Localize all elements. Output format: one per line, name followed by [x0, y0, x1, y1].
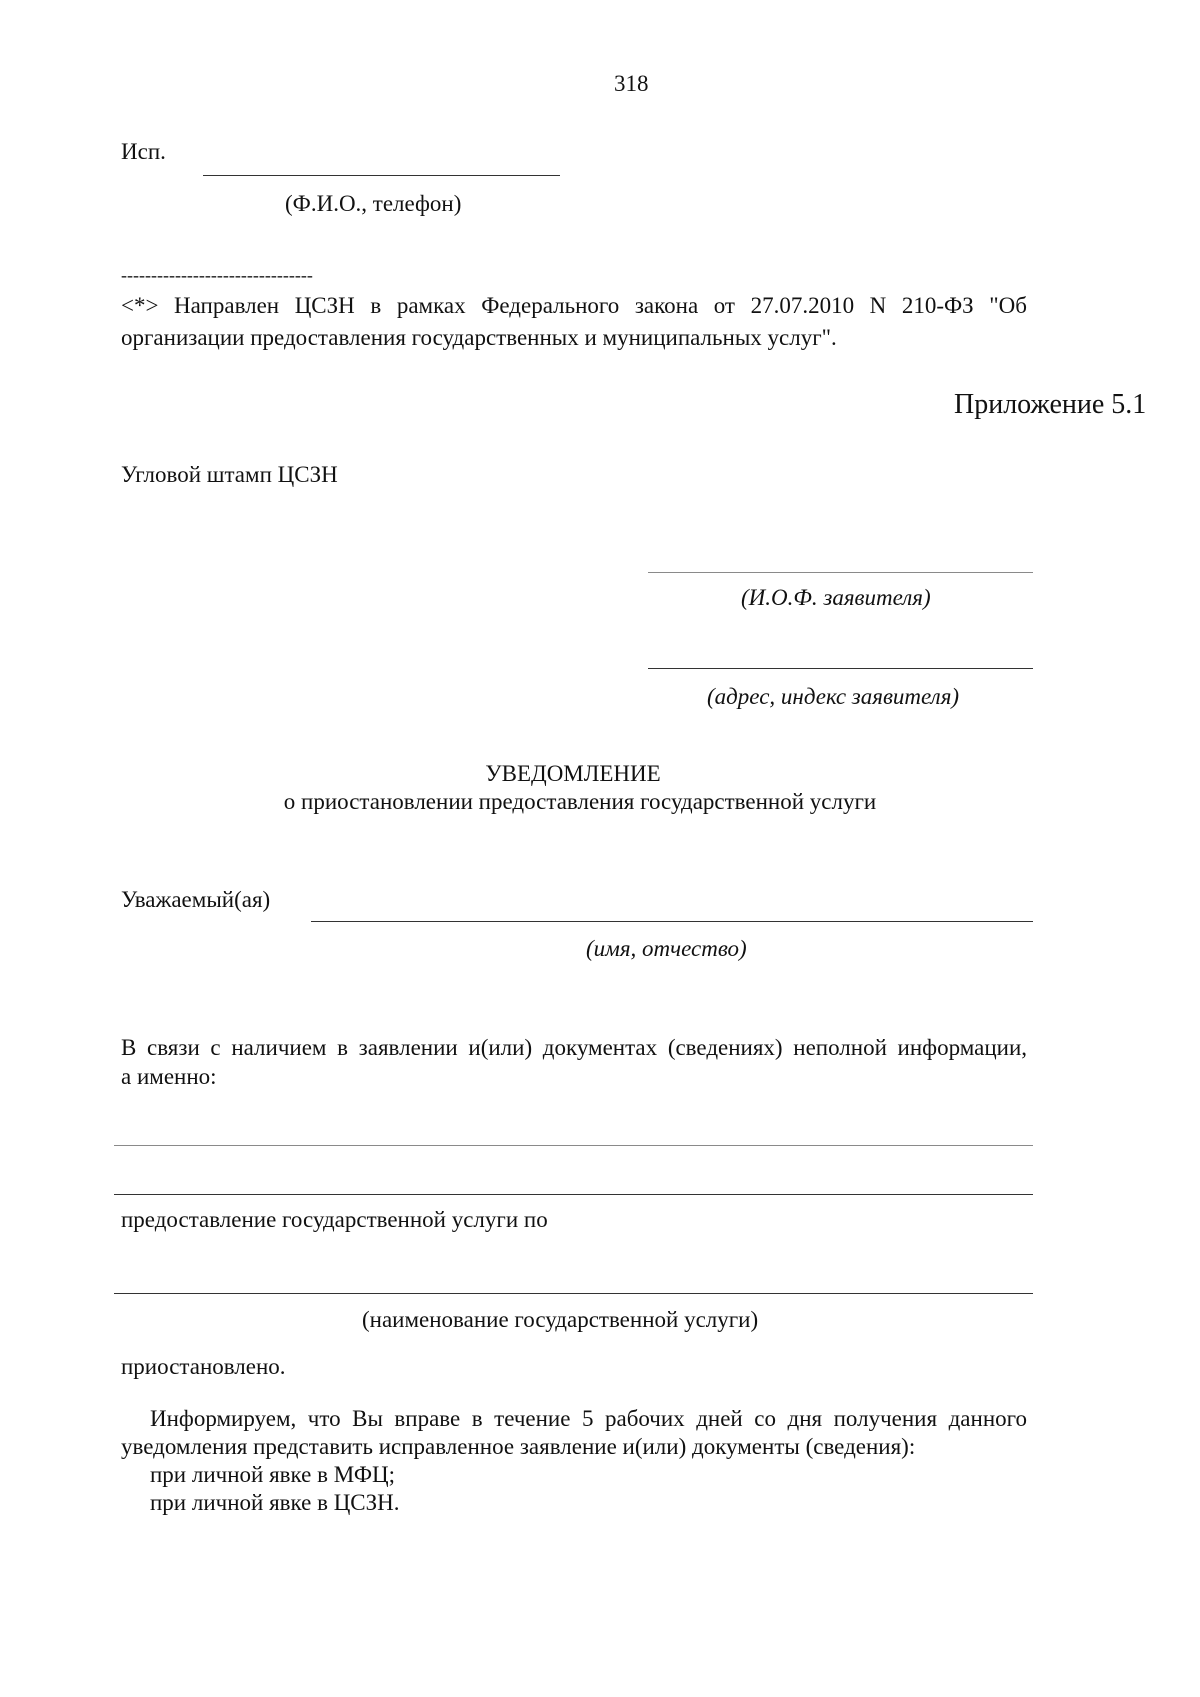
salutation-caption: (имя, отчество)	[586, 936, 747, 961]
applicant-name-caption: (И.О.Ф. заявителя)	[741, 585, 931, 610]
option-mfc: при личной явке в МФЦ;	[150, 1462, 396, 1487]
body-paragraph-1-line-2: а именно:	[121, 1064, 217, 1089]
executor-signature-line	[203, 175, 560, 176]
notice-title: УВЕДОМЛЕНИЕ	[485, 761, 661, 786]
footnote-line-1: <*> Направлен ЦСЗН в рамках Федерального закона от 27.07.2010 N 210-ФЗ "Об	[121, 293, 1027, 318]
footnote-separator: --------------------------------	[121, 265, 313, 285]
salutation-label: Уважаемый(ая)	[121, 887, 271, 912]
blank-line-1	[114, 1145, 1033, 1146]
applicant-address-caption: (адрес, индекс заявителя)	[707, 684, 960, 709]
applicant-name-line	[648, 572, 1033, 573]
info-line-2: уведомления представить исправленное заявление и(или) документы (сведения):	[121, 1434, 916, 1459]
executor-caption: (Ф.И.О., телефон)	[285, 191, 462, 216]
page-number: 318	[614, 71, 649, 96]
applicant-address-line	[648, 668, 1033, 669]
blank-line-2	[114, 1194, 1033, 1195]
service-name-line	[114, 1293, 1033, 1294]
suspended-text: приостановлено.	[121, 1354, 286, 1379]
info-line-1: Информируем, что Вы вправе в течение 5 рабочих дней со дня получения данного	[150, 1406, 1027, 1431]
notice-subtitle: о приостановлении предоставления государственной услуги	[283, 789, 877, 814]
service-name-caption: (наименование государственной услуги)	[362, 1307, 759, 1332]
option-cszn: при личной явке в ЦСЗН.	[150, 1490, 400, 1515]
corner-stamp-label: Угловой штамп ЦСЗН	[121, 462, 338, 487]
salutation-name-line	[311, 921, 1033, 922]
appendix-label: Приложение 5.1	[954, 389, 1147, 420]
footnote-line-2: организации предоставления государственных и муниципальных услуг".	[121, 325, 837, 350]
service-line-text: предоставление государственной услуги по	[121, 1207, 548, 1232]
body-paragraph-1-line-1: В связи с наличием в заявлении и(или) документах (сведениях) неполной информации,	[121, 1035, 1027, 1060]
executor-label: Исп.	[121, 139, 166, 164]
